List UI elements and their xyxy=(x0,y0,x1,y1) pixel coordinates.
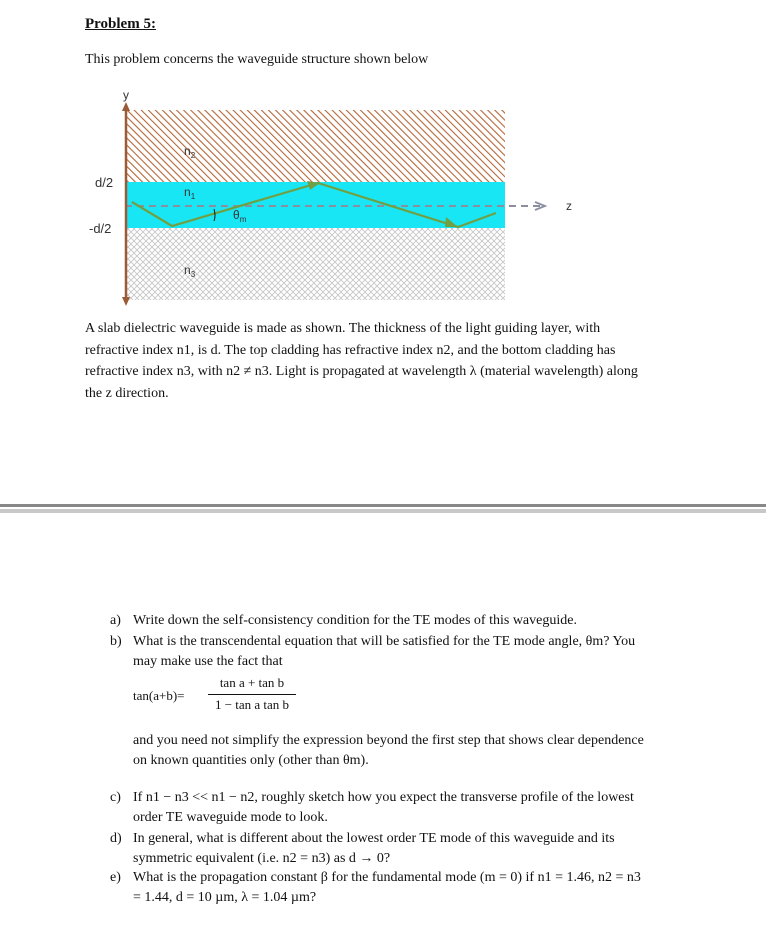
top-boundary-label: d/2 xyxy=(95,175,114,190)
question-line: may make use the fact that xyxy=(133,654,283,669)
page-divider xyxy=(0,504,766,507)
y-axis-label: y xyxy=(123,88,129,102)
question-b xyxy=(110,632,710,672)
y-axis-bottom-arrow xyxy=(122,297,130,306)
description-line: A slab dielectric waveguide is made as shown. The thickness of the light guiding layer, with xyxy=(85,321,601,336)
intro-text: This problem concerns the waveguide structure shown below xyxy=(85,52,429,67)
question-label: a) xyxy=(110,613,121,628)
top-cladding xyxy=(125,110,505,182)
bottom-cladding xyxy=(125,228,505,300)
question-line: In general, what is different about the lowest order TE mode of this waveguide and its xyxy=(133,831,615,846)
question-d xyxy=(110,829,710,869)
page-divider-shadow xyxy=(0,509,766,513)
description-line: the z direction. xyxy=(85,385,169,401)
description-line: refractive index n1, is d. The top cladding has refractive index n2, and the bottom cladding has xyxy=(85,342,616,358)
question-line: What is the transcendental equation that will be satisfied for the TE mode angle, θm? You xyxy=(133,634,636,649)
description-paragraph xyxy=(85,318,710,404)
n1-label: $n_1$ xyxy=(184,185,196,201)
question-text xyxy=(133,632,710,672)
tan-sum-formula-numerator: tan a + tan b xyxy=(219,675,285,690)
question-line: If n1 − n3 << n1 − n2, roughly sketch how you expect the transverse profile of the lowest xyxy=(133,790,634,805)
waveguide-diagram xyxy=(80,85,600,310)
question-line: symmetric equivalent (i.e. n2 = n3) as d → 0? xyxy=(133,851,391,866)
question-text xyxy=(133,731,710,771)
n2-label: $n_2$ xyxy=(184,144,196,160)
z-axis-label: z xyxy=(566,199,572,213)
question-line: order TE waveguide mode to look. xyxy=(133,810,328,825)
question-line: = 1.44, d = 10 µm, λ = 1.04 µm? xyxy=(133,890,317,905)
question-line: and you need not simplify the expression beyond the first step that shows clear dependence xyxy=(133,733,644,748)
bottom-boundary-label: -d/2 xyxy=(89,221,112,236)
question-b-continued xyxy=(110,731,710,771)
fraction-bar xyxy=(208,694,296,695)
y-axis-top-arrow xyxy=(122,102,130,111)
description-line: refractive index n3, with n2 ≠ n3. Light is propagated at wavelength λ (material wavelength) along xyxy=(85,364,638,379)
question-c xyxy=(110,788,710,828)
question-label: c) xyxy=(110,790,121,805)
question-text xyxy=(133,788,710,828)
question-text: Write down the self-consistency condition for the TE modes of this waveguide. xyxy=(133,613,577,628)
question-line: What is the propagation constant β for the fundamental mode (m = 0) if n1 = 1.46, n2 = n3 xyxy=(133,870,641,885)
question-line: on known quantities only (other than θm). xyxy=(133,753,369,768)
question-text xyxy=(133,868,710,908)
tan-sum-formula-denominator: 1 − tan a tan b xyxy=(214,697,290,712)
question-e xyxy=(110,868,710,908)
question-label: b) xyxy=(110,634,122,649)
question-label: e) xyxy=(110,870,121,885)
question-label: d) xyxy=(110,831,122,846)
theta-m-label: $\theta_m$ xyxy=(233,208,247,224)
problem-title: Problem 5: xyxy=(85,16,156,32)
n3-label: $n_3$ xyxy=(184,263,196,279)
question-text xyxy=(133,829,710,869)
tan-sum-formula-lhs: tan(a+b)= xyxy=(133,688,185,703)
